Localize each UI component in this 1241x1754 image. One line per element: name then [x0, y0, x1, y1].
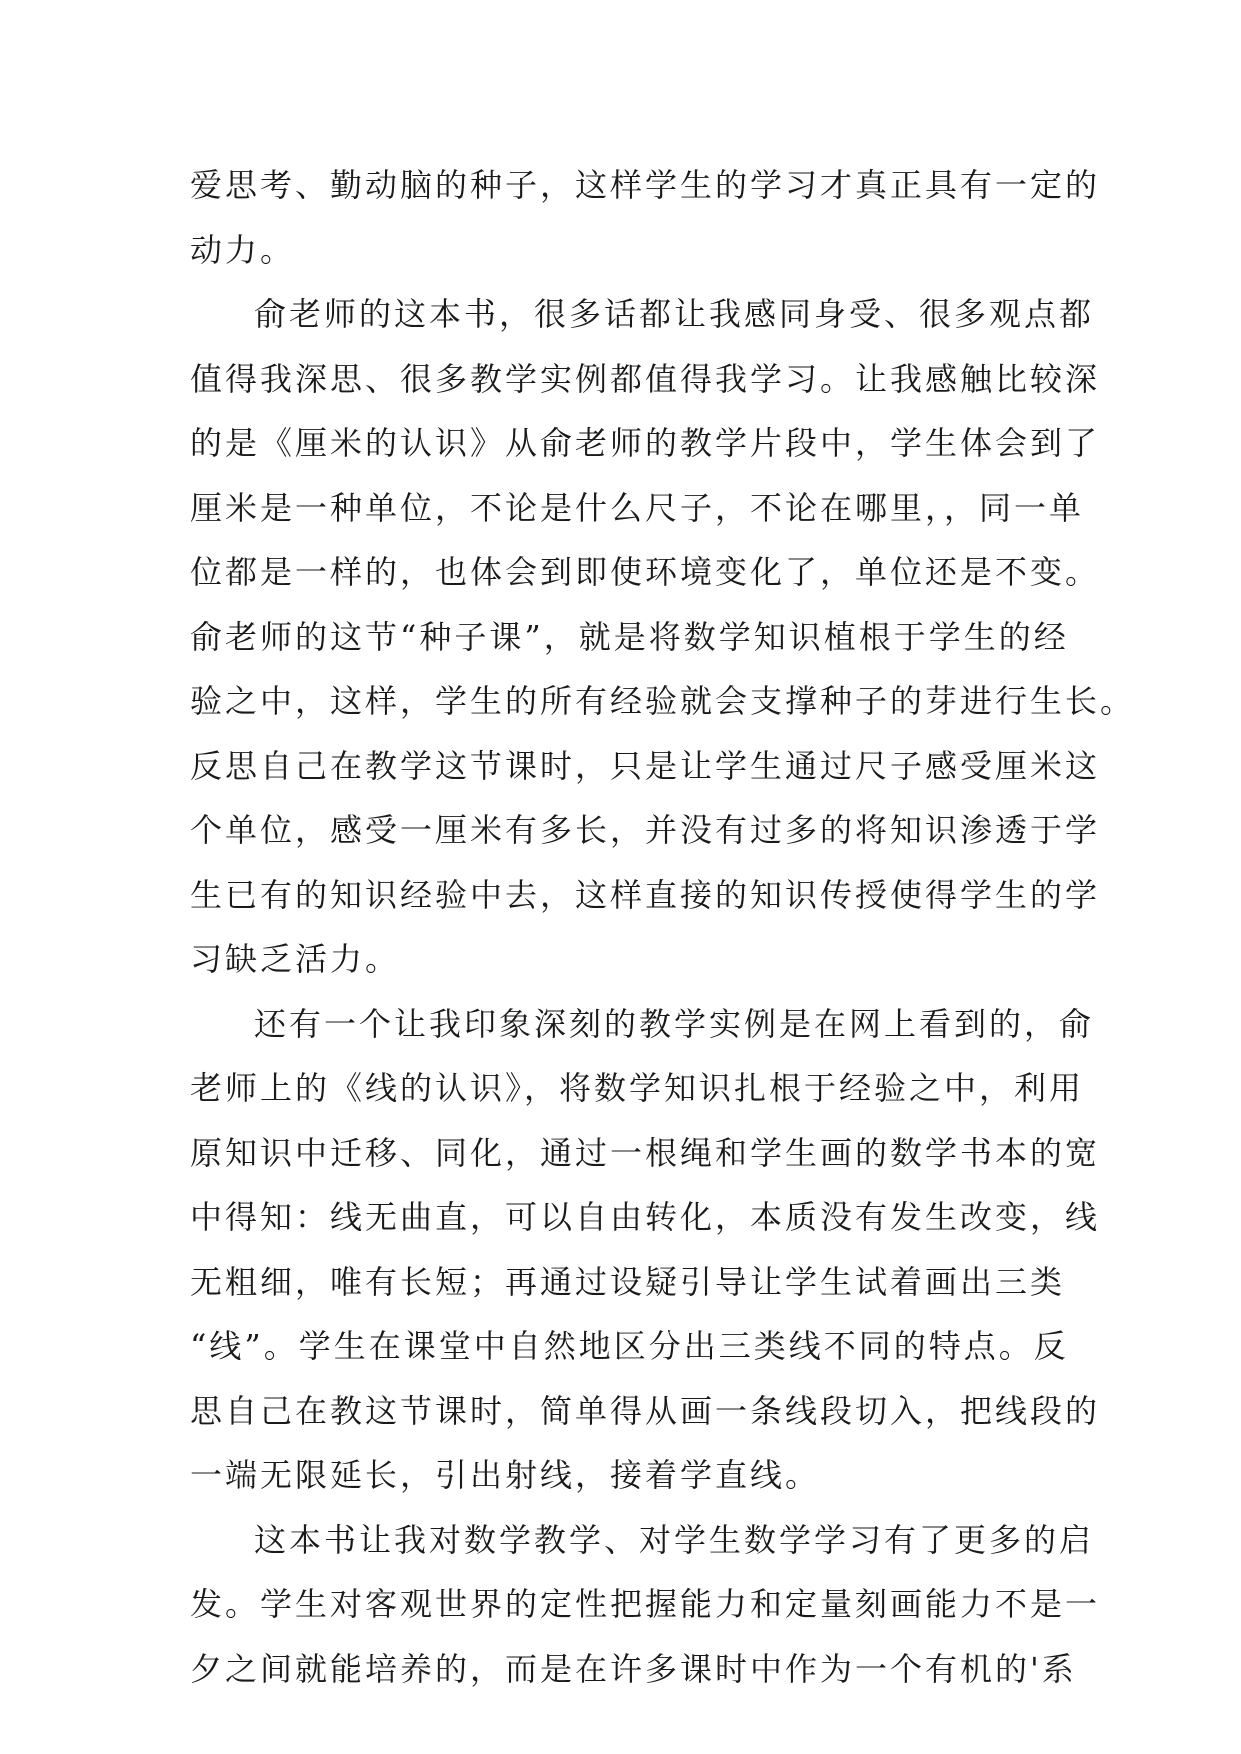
- text-line: 俞老师的这本书，很多话都让我感同身受、很多观点都: [254, 295, 1095, 333]
- text-line: 发。学生对客观世界的定性把握能力和定量刻画能力不是一: [190, 1585, 1101, 1623]
- text-line: 夕之间就能培养的，而是在许多课时中作为一个有机的'系: [190, 1649, 1077, 1688]
- text-line: 爱思考、勤动脑的种子，这样学生的学习才真正具有一定的: [190, 166, 1101, 204]
- text-line: 原知识中迁移、同化，通过一根绳和学生画的数学书本的宽: [190, 1133, 1101, 1172]
- text-line: 厘米是一种单位，不论是什么尺子，不论在哪里，，同一单: [190, 488, 1085, 527]
- text-line: 中得知：线无曲直，可以自由转化，本质没有发生改变，线: [190, 1198, 1101, 1236]
- text-line: 还有一个让我印象深刻的教学实例是在网上看到的，俞: [254, 1004, 1095, 1043]
- text-line: 验之中，这样，学生的所有经验就会支撑种子的芽进行生长。: [190, 682, 1136, 720]
- text-line: 思自己在教这节课时，简单得从画一条线段切入，把线段的: [190, 1391, 1101, 1430]
- body-text: [190, 153, 1136, 1701]
- text-line: 反思自己在教学这节课时，只是让学生通过尺子感受厘米这: [190, 746, 1101, 785]
- text-line: 俞老师的这节“种子课”，就是将数学知识植根于学生的经: [190, 617, 1069, 656]
- text-line: “线”。学生在课堂中自然地区分出三类线不同的特点。反: [190, 1327, 1069, 1365]
- text-line: 一端无限延长，引出射线，接着学直线。: [190, 1456, 821, 1494]
- text-line: 无粗细，唯有长短；再通过设疑引导让学生试着画出三类: [190, 1262, 1066, 1301]
- text-line: 位都是一样的，也体会到即使环境变化了，单位还是不变。: [190, 553, 1101, 591]
- text-line: 生已有的知识经验中去，这样直接的知识传授使得学生的学: [190, 875, 1101, 914]
- text-line: 个单位，感受一厘米有多长，并没有过多的将知识渗透于学: [190, 811, 1101, 849]
- text-line: 动力。: [190, 230, 296, 269]
- text-line: 老师上的《线的认识》，将数学知识扎根于经验之中，利用: [190, 1069, 1085, 1107]
- text-line: 习缺乏活力。: [190, 940, 401, 978]
- text-line: 这本书让我对数学教学、对学生数学学习有了更多的启: [254, 1520, 1095, 1559]
- text-line: 的是《厘米的认识》从俞老师的教学片段中，学生体会到了: [190, 424, 1101, 462]
- text-line: 值得我深思、很多教学实例都值得我学习。让我感触比较深: [190, 359, 1101, 398]
